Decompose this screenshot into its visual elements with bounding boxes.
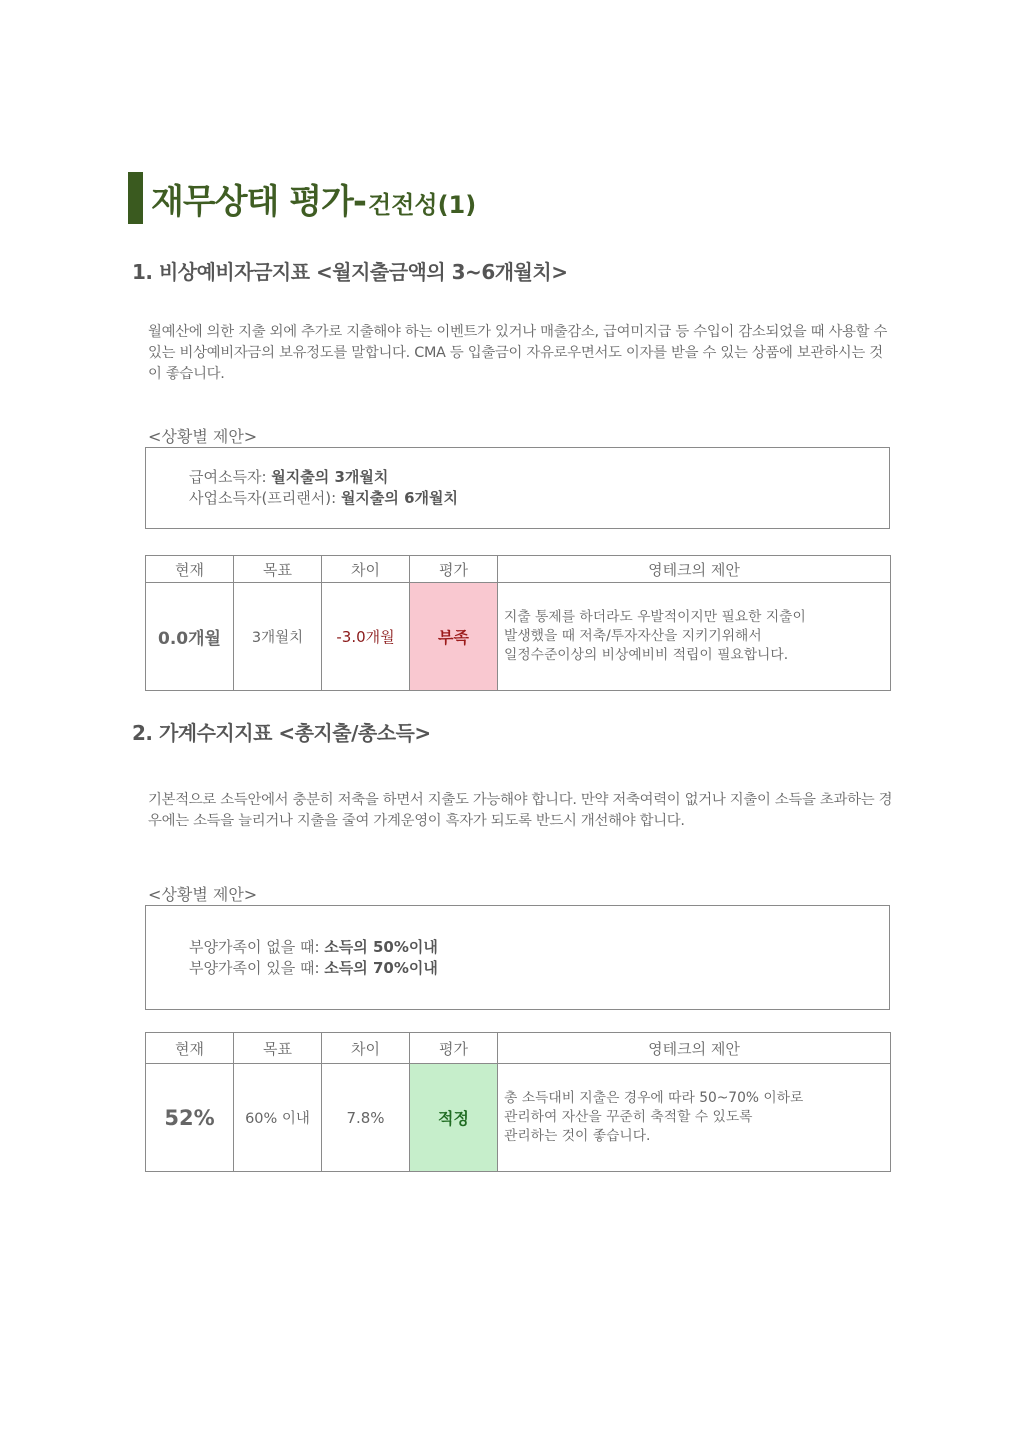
- cell-current: 52%: [146, 1064, 234, 1172]
- header-goal: 목표: [234, 556, 322, 583]
- suggestion-label: 부양가족이 없을 때:: [189, 938, 325, 956]
- title-sub: 건전성(1): [368, 190, 477, 219]
- header-proposal: 영테크의 제안: [498, 1033, 891, 1064]
- cell-goal: 3개월치: [234, 583, 322, 691]
- table-row: [146, 583, 891, 691]
- cell-evaluation: 적정: [410, 1064, 498, 1172]
- header-evaluation: 평가: [410, 556, 498, 583]
- section2-heading: 2. 가계수지지표 <총지출/총소득>: [132, 721, 431, 745]
- header-current: 현재: [146, 1033, 234, 1064]
- cell-current: 0.0개월: [146, 583, 234, 691]
- suggestion-line: [189, 937, 889, 958]
- table-row: [146, 1064, 891, 1172]
- header-evaluation: 평가: [410, 1033, 498, 1064]
- suggestion-value: 월지출의 3개월치: [271, 468, 389, 486]
- header-current: 현재: [146, 556, 234, 583]
- section1-paragraph: 월예산에 의한 지출 외에 추가로 지출해야 하는 이벤트가 있거나 매출감소, 급여미지급 등 수입이 감소되었을 때 사용할 수 있는 비상예비자금의 보유정도를 말합니다. CMA 등 입출금이 자유로우면서도 이자를 받을 수 있는 상품에 보관하시는 것이 좋습니다.: [148, 324, 888, 382]
- suggestion-label: 부양가족이 있을 때:: [189, 959, 325, 977]
- section1-suggestion-label: <상황별 제안>: [148, 427, 258, 446]
- suggestion-value: 소득의 70%이내: [324, 959, 438, 977]
- suggestion-value: 월지출의 6개월치: [340, 489, 459, 507]
- cell-diff: 7.8%: [322, 1064, 410, 1172]
- cell-goal: 60% 이내: [234, 1064, 322, 1172]
- title-accent-bar: [128, 172, 143, 224]
- table-header-row: [146, 1033, 891, 1064]
- suggestion-value: 소득의 50%이내: [324, 938, 438, 956]
- section2-paragraph: 기본적으로 소득안에서 충분히 저축을 하면서 지출도 가능해야 합니다. 만약 저축여력이 없거나 지출이 소득을 초과하는 경우에는 소득을 늘리거나 지출을 줄여 가계운영이 흑자가 되도록 반드시 개선해야 합니다.: [148, 792, 893, 829]
- proposal-line: 관리하여 자산을 꾸준히 축적할 수 있도록: [504, 1109, 753, 1125]
- proposal-line: 관리하는 것이 좋습니다.: [504, 1128, 651, 1144]
- suggestion-line: [189, 488, 889, 509]
- section2-suggestion-label: <상황별 제안>: [148, 885, 258, 904]
- section1-heading: 1. 비상예비자금지표 <월지출금액의 3~6개월치>: [132, 260, 568, 284]
- header-diff: 차이: [322, 556, 410, 583]
- suggestion-line: [189, 467, 889, 488]
- cell-evaluation: 부족: [410, 583, 498, 691]
- proposal-line: 지출 통제를 하더라도 우발적이지만 필요한 지출이: [504, 609, 806, 625]
- cell-proposal: [498, 1064, 891, 1172]
- header-diff: 차이: [322, 1033, 410, 1064]
- suggestion-label: 사업소득자(프리랜서):: [189, 489, 341, 507]
- section1-evaluation-table: [145, 555, 891, 691]
- cell-proposal: [498, 583, 891, 691]
- cell-diff: -3.0개월: [322, 583, 410, 691]
- page-title: [128, 172, 476, 224]
- table-header-row: [146, 556, 891, 583]
- section2-evaluation-table: [145, 1032, 891, 1172]
- section2-suggestion-box: [145, 905, 890, 1010]
- header-proposal: 영테크의 제안: [498, 556, 891, 583]
- proposal-line: 발생했을 때 저축/투자자산을 지키기위해서: [504, 628, 762, 644]
- header-goal: 목표: [234, 1033, 322, 1064]
- proposal-line: 총 소득대비 지출은 경우에 따라 50~70% 이하로: [504, 1090, 804, 1106]
- title-main: 재무상태 평가-: [151, 181, 367, 222]
- proposal-line: 일정수준이상의 비상예비비 적립이 필요합니다.: [504, 647, 789, 663]
- suggestion-line: [189, 958, 889, 979]
- suggestion-label: 급여소득자:: [189, 468, 272, 486]
- section1-suggestion-box: [145, 447, 890, 529]
